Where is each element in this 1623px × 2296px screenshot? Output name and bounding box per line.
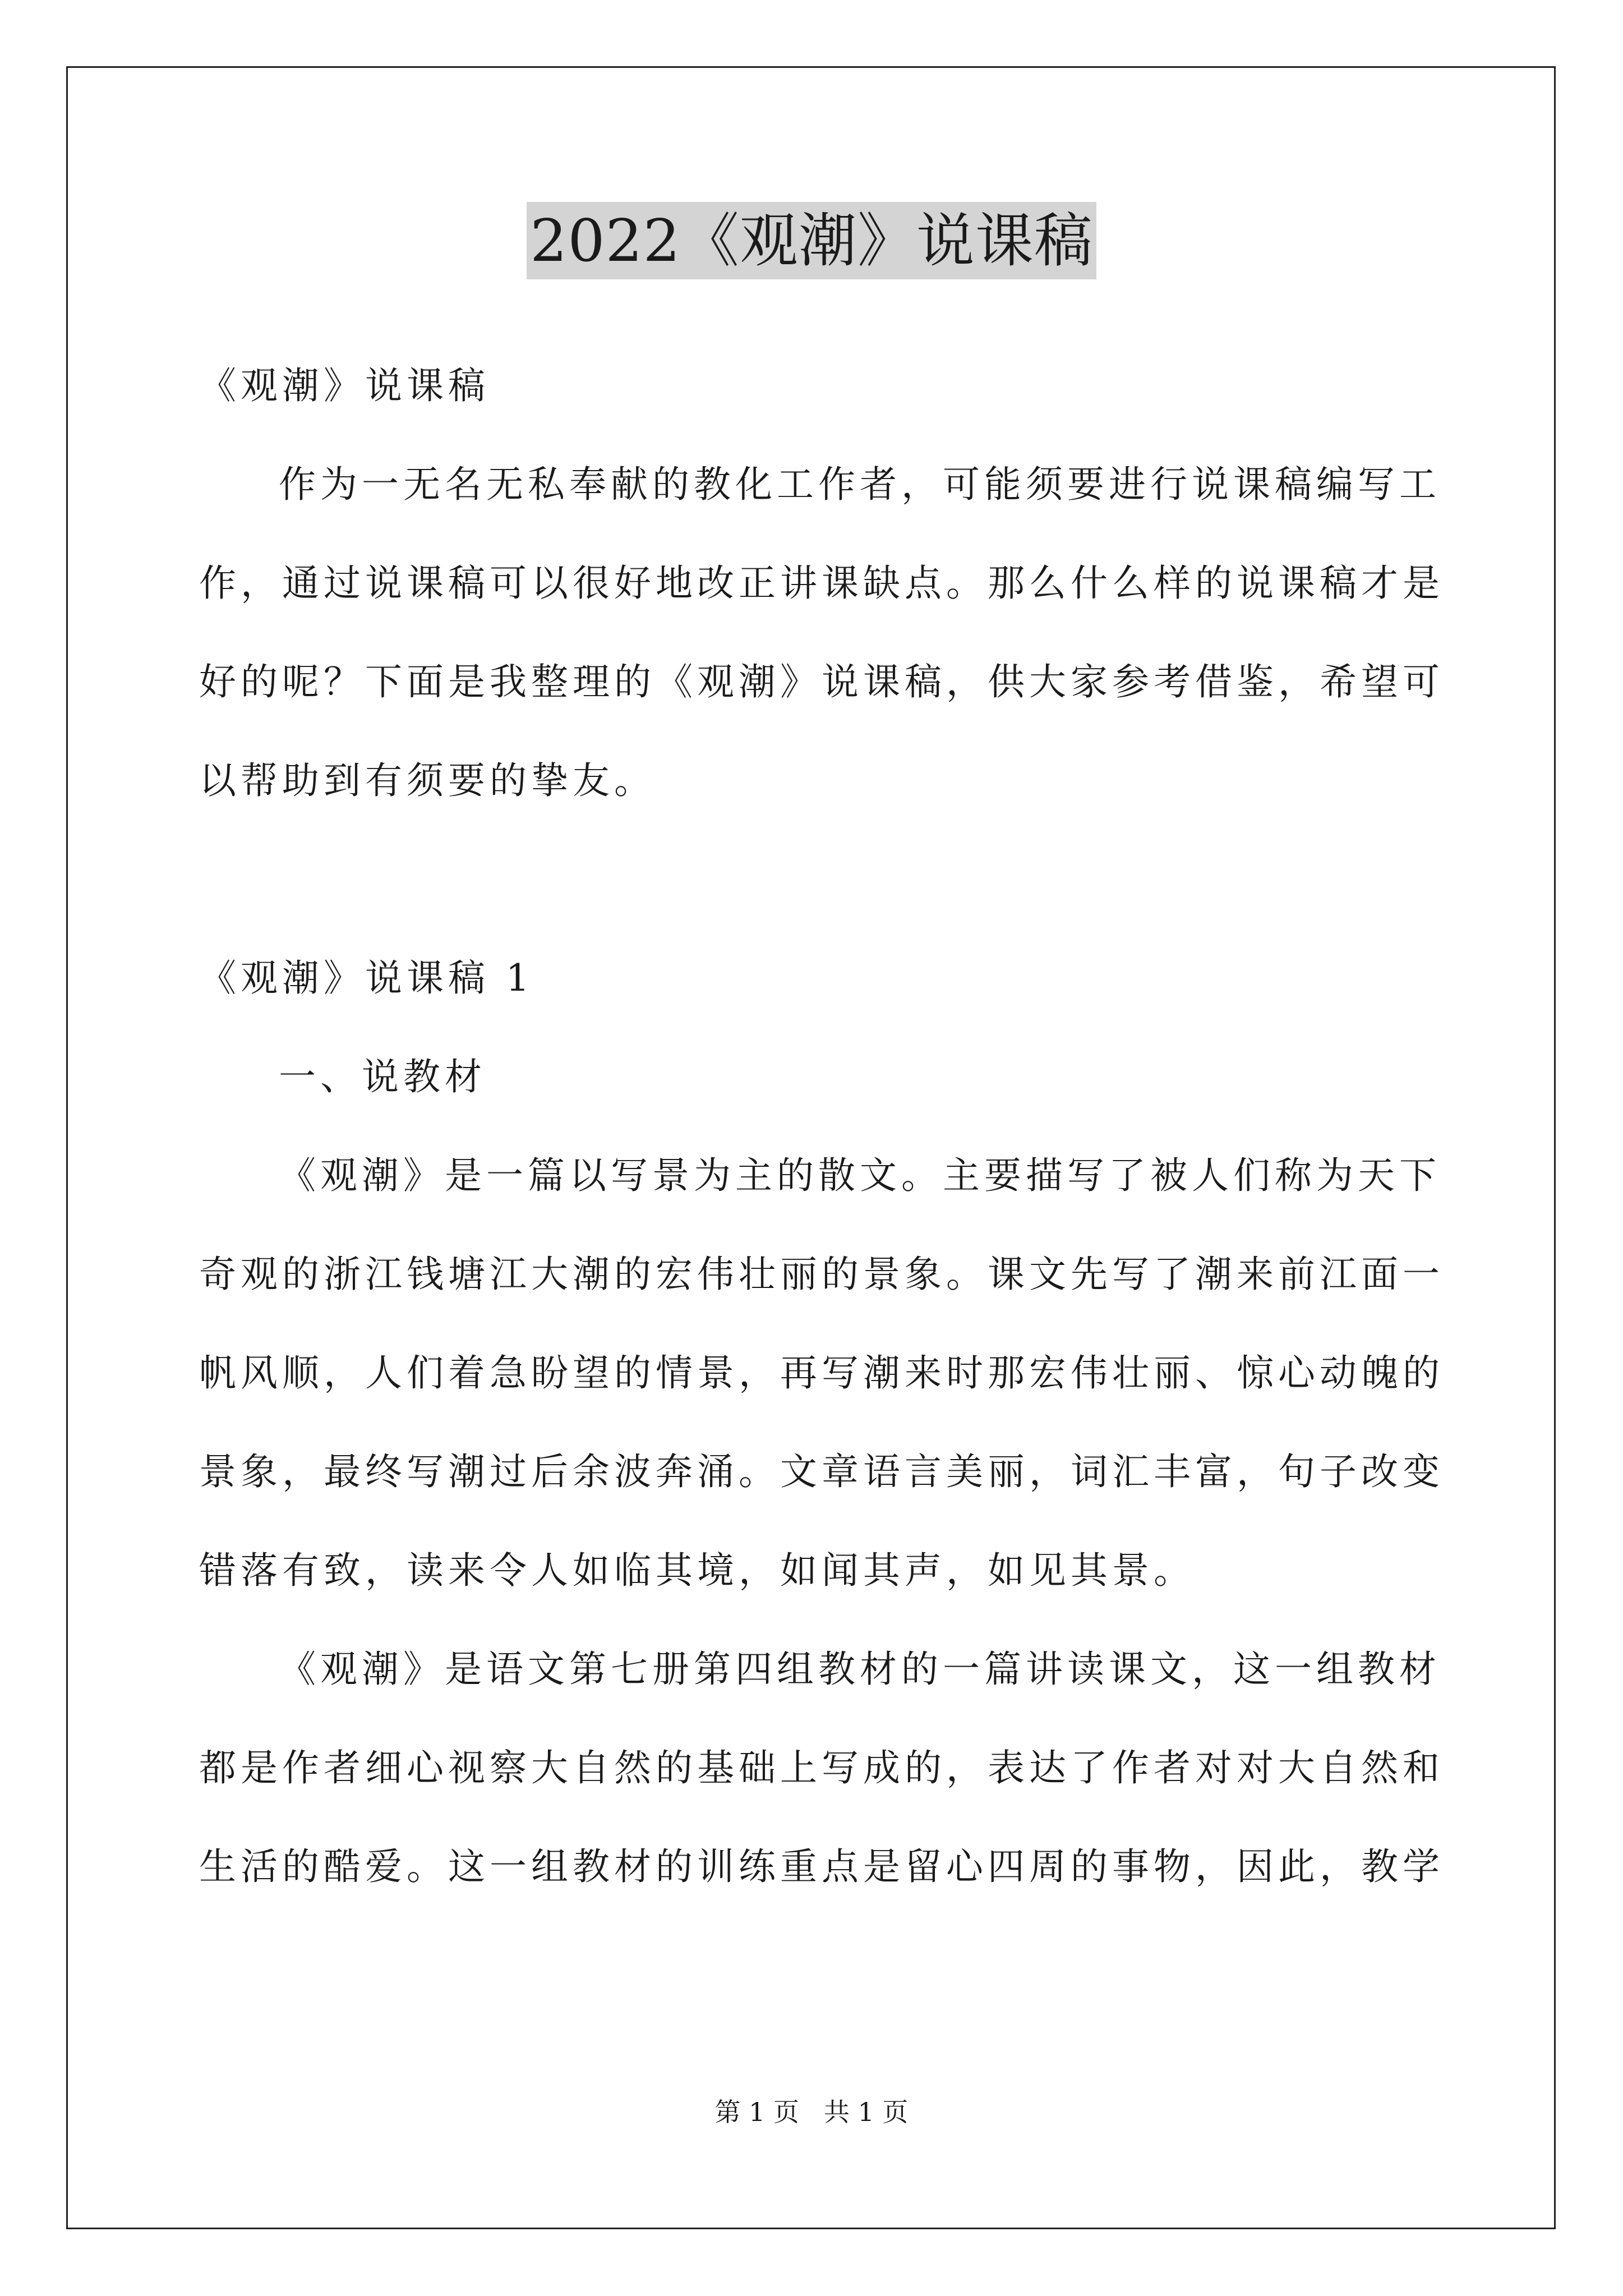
paragraph-gap <box>199 830 1427 929</box>
document-title: 2022《观潮》说课稿 <box>527 202 1096 279</box>
intro-line: 以帮助到有须要的挚友。 <box>199 759 656 802</box>
document-body <box>199 337 1444 1916</box>
intro-line: 作为一无名无私奉献的教化工作者，可能须要进行说课稿编写工 <box>279 463 1441 506</box>
paragraph-line: 错落有致，读来令人如临其境，如闻其声，如见其景。 <box>199 1549 1195 1592</box>
intro-line: 作，通过说课稿可以很好地改正讲课缺点。那么什么样的说课稿才是 <box>199 562 1444 605</box>
paragraph-line: 《观潮》是一篇以写景为主的散文。主要描写了被人们称为天下 <box>279 1154 1441 1197</box>
paragraph-line: 帆风顺，人们着急盼望的情景，再写潮来时那宏伟壮丽、惊心动魄的 <box>199 1351 1444 1395</box>
document-subtitle: 《观潮》说课稿 <box>199 364 490 407</box>
title-container <box>0 202 1623 279</box>
intro-line: 好的呢？下面是我整理的《观潮》说课稿，供大家参考借鉴，希望可 <box>199 660 1444 703</box>
paragraph-line: 都是作者细心视察大自然的基础上写成的，表达了作者对对大自然和 <box>199 1746 1444 1789</box>
section-heading: 一、说教材 <box>279 1055 486 1098</box>
paragraph-line: 奇观的浙江钱塘江大潮的宏伟壮丽的景象。课文先写了潮来前江面一 <box>199 1253 1444 1296</box>
paragraph-line: 生活的酷爱。这一组教材的训练重点是留心四周的事物，因此，教学 <box>199 1845 1444 1888</box>
paragraph-line: 景象，最终写潮过后余波奔涌。文章语言美丽，词汇丰富，句子改变 <box>199 1450 1444 1493</box>
page-footer: 第 1 页 共 1 页 <box>714 2097 909 2127</box>
section-title: 《观潮》说课稿 1 <box>199 956 534 1000</box>
paragraph-line: 《观潮》是语文第七册第四组教材的一篇讲读课文，这一组教材 <box>279 1648 1441 1691</box>
